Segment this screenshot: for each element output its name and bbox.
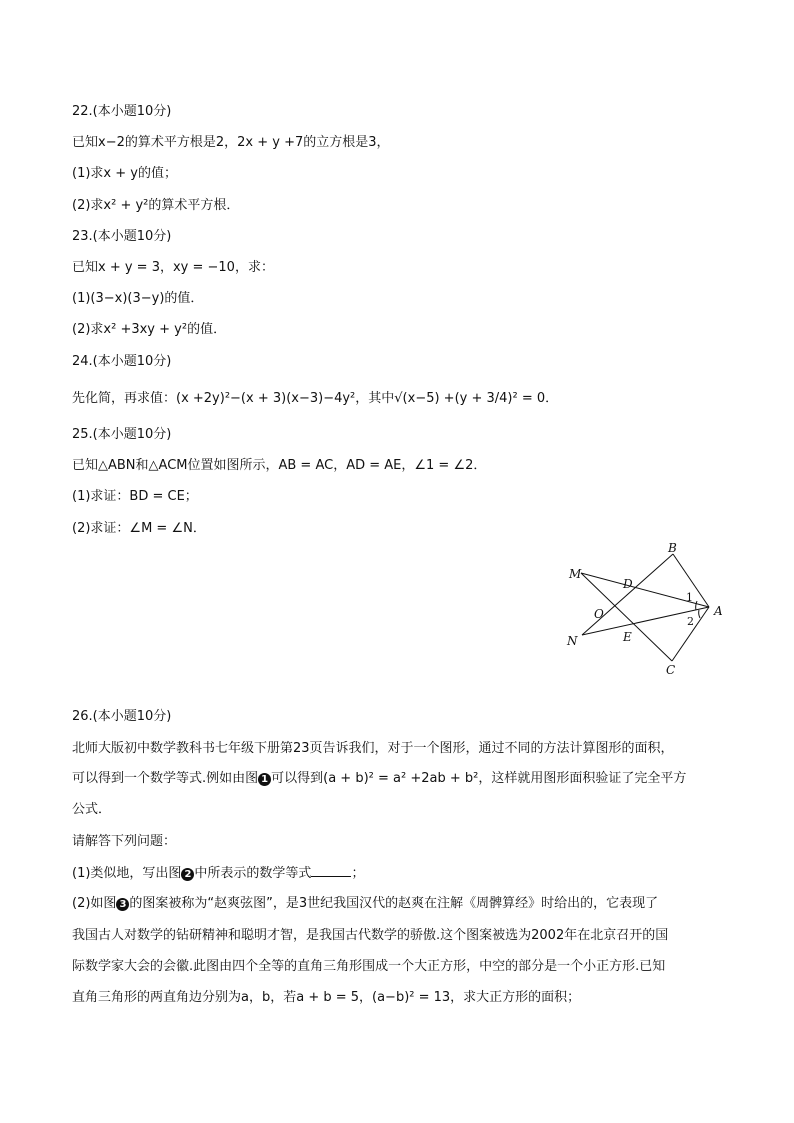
q23-stem: 已知x + y = 3，xy = −10，求： (72, 260, 274, 275)
q26-part1-b: 中所表示的数学等式 (194, 866, 312, 881)
label-N: N (567, 634, 578, 648)
figure-1-marker: 1 (258, 773, 271, 786)
q26-para1-line1: 北师大版初中数学教科书七年级下册第23页告诉我们，对于一个图形，通过不同的方法计算图形的面积， (72, 741, 674, 756)
q25-part2: (2)求证：∠M = ∠N． (72, 521, 206, 536)
q26-para1-line3: 公式． (72, 802, 112, 817)
label-O: O (594, 607, 604, 621)
q24-header: 24.(本小题10分) (72, 354, 172, 369)
q25-stem: 已知△ABN和△ACM位置如图所示，AB = AC，AD = AE，∠1 = ∠2． (72, 458, 487, 473)
q24-stem: 先化简，再求值：(x +2y)²−(x + 3)(x−3)−4y²，其中√(x−5) +(y + 3/4)² = 0． (72, 391, 559, 406)
q22-part1: (1)求x + y的值； (72, 166, 177, 181)
q26-part1 (72, 864, 364, 883)
label-angle-1: 1 (686, 591, 693, 604)
label-M: M (569, 567, 582, 581)
q26-part2-line1 (72, 895, 658, 913)
label-E: E (623, 630, 632, 644)
figure-2-marker: 2 (181, 868, 194, 881)
label-A: A (714, 604, 723, 618)
label-B: B (668, 541, 677, 555)
q26-part2-line2: 我国古人对数学的钻研精神和聪明才智，是我国古代数学的骄傲.这个图案被选为2002年在北京召开的国 (72, 928, 669, 943)
q23-header: 23.(本小题10分) (72, 229, 172, 244)
q26-part2-line4: 直角三角形的两直角边分别为a，b，若a + b = 5，(a−b)² = 13，求大正方形的面积； (72, 990, 581, 1005)
q26-part1-a: (1)类似地，写出图 (72, 866, 182, 881)
angle-arc-1 (696, 601, 697, 610)
angle-arc-2 (699, 610, 700, 618)
q25-part1: (1)求证：BD = CE； (72, 489, 198, 504)
q26-part2-line1-b: 的图案被称为“赵爽弦图”，是3世纪我国汉代的赵爽在注解《周髀算经》时给出的，它表现了 (129, 896, 659, 911)
q26-para1-line2 (72, 770, 686, 788)
q22-stem: 已知x−2的算术平方根是2，2x + y +7的立方根是3， (72, 135, 390, 150)
label-C: C (666, 663, 676, 677)
q25-header: 25.(本小题10分) (72, 427, 172, 442)
q23-part2: (2)求x² +3xy + y²的值． (72, 322, 227, 337)
q26-part2-line1-a: (2)如图 (72, 896, 117, 911)
answer-blank[interactable] (311, 864, 351, 877)
label-D: D (623, 577, 633, 591)
q22-part2: (2)求x² + y²的算术平方根． (72, 198, 240, 213)
q26-header: 26.(本小题10分) (72, 709, 172, 724)
figure-3-marker: 3 (116, 898, 129, 911)
q23-part1: (1)(3−x)(3−y)的值． (72, 291, 204, 306)
segment-NB (582, 554, 673, 635)
label-angle-2: 2 (687, 615, 694, 628)
q26-prompt: 请解答下列问题： (72, 834, 177, 849)
q22-header: 22.(本小题10分) (72, 104, 172, 119)
q25-geometry-figure (560, 538, 730, 683)
q26-para1-line2-a: 可以得到一个数学等式.例如由图 (72, 771, 259, 786)
q26-part2-line3: 际数学家大会的会徽.此图由四个全等的直角三角形围成一个大正方形，中空的部分是一个小正方形.已知 (72, 959, 666, 974)
q26-part1-c: ； (351, 866, 365, 881)
q26-para1-line2-b: 可以得到(a + b)² = a² +2ab + b²，这样就用图形面积验证了完全平方 (271, 771, 687, 786)
